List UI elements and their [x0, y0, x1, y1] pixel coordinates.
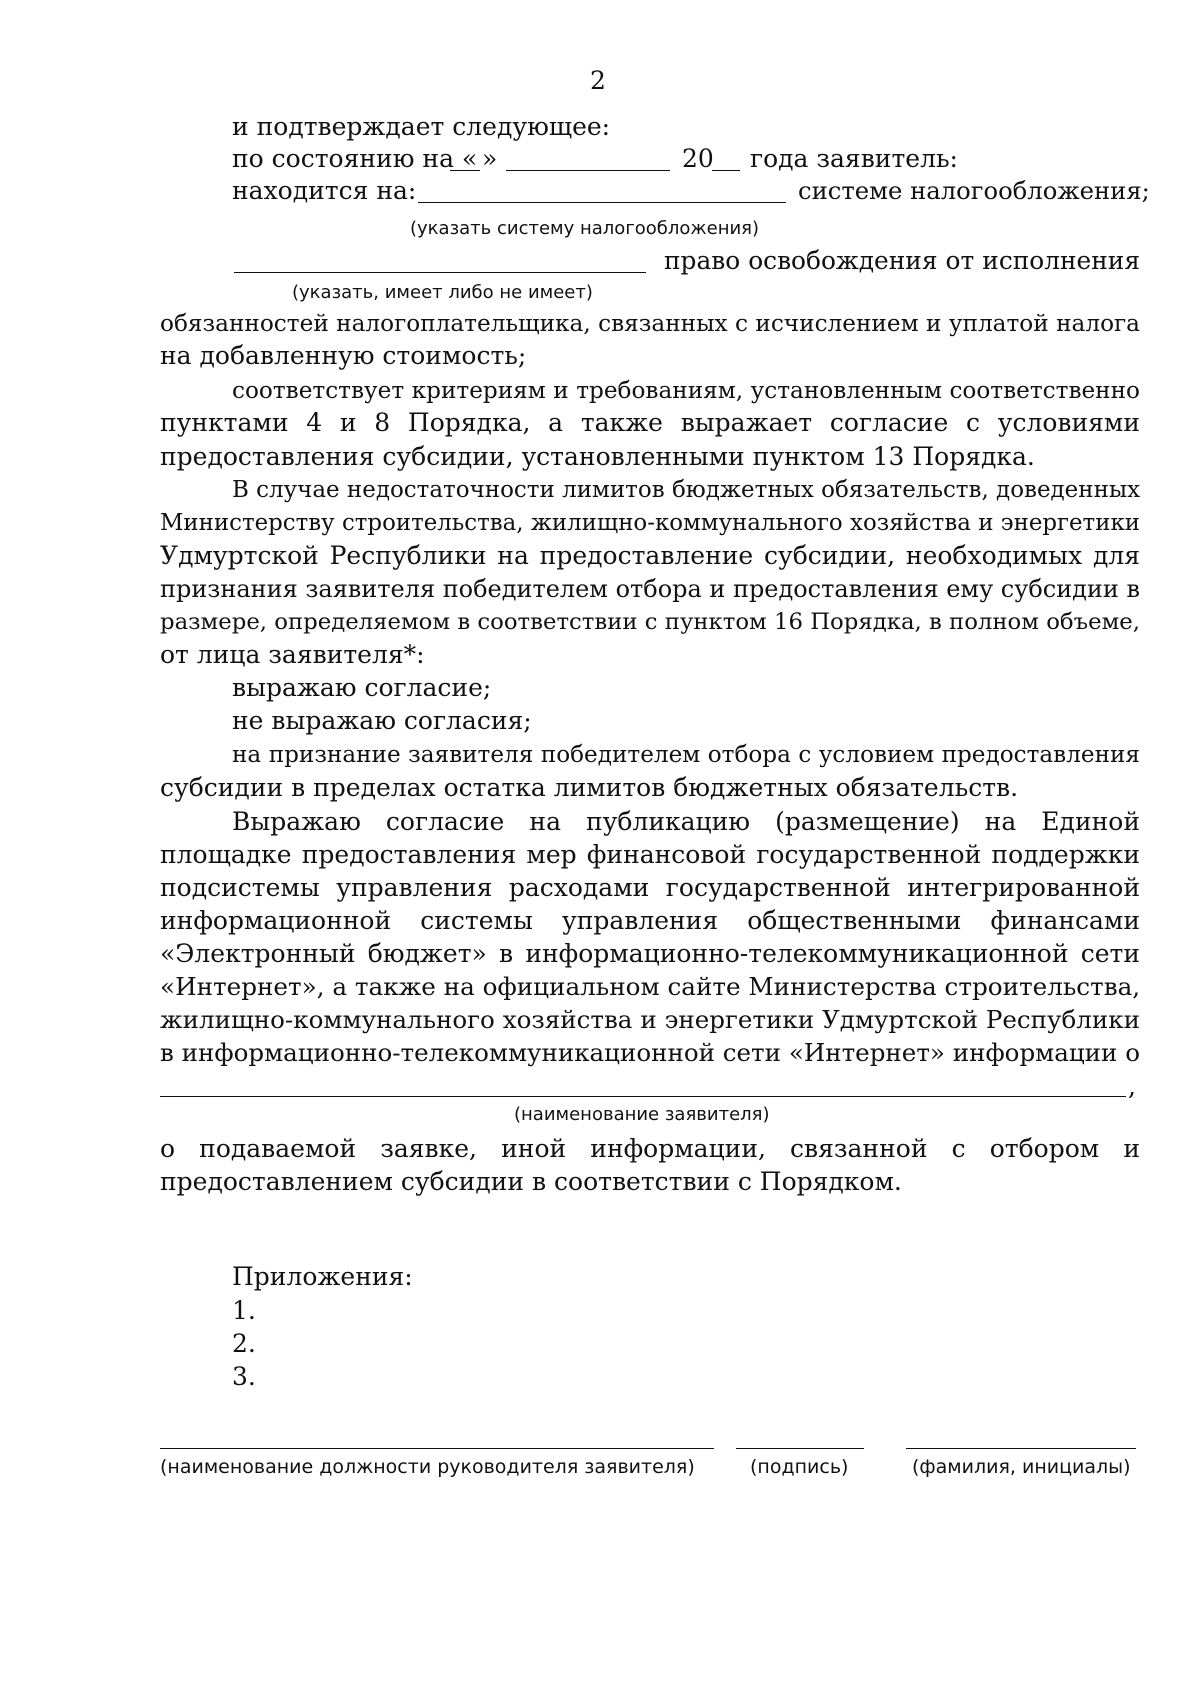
- caption-tax-system: (указать систему налогообложения): [410, 218, 760, 239]
- text-line: подсистемы управления расходами государственной интегрированной: [160, 873, 1140, 902]
- caption-has-or-not: (указать, имеет либо не имеет): [292, 282, 593, 303]
- text-line: право освобождения от исполнения: [664, 246, 1140, 275]
- text-line: пунктами 4 и 8 Порядка, а также выражает согласие с условиями: [160, 408, 1140, 437]
- blank-exemption: [234, 272, 646, 273]
- blank-signature: [736, 1448, 864, 1449]
- text-line: «Интернет», а также на официальном сайте Министерства строительства,: [160, 972, 1141, 1001]
- text-comma: ,: [1128, 1072, 1136, 1101]
- blank-month: [506, 170, 670, 171]
- text-line: о подаваемой заявке, иной информации, связанной с отбором и: [160, 1134, 1140, 1163]
- text-line: В случае недостаточности лимитов бюджетных обязательств, доведенных: [232, 477, 1141, 503]
- text-line: в информационно-телекоммуникационной сети «Интернет» информации о: [160, 1038, 1140, 1067]
- attachment-item: 1.: [232, 1296, 256, 1325]
- text-line: Выражаю согласие на публикацию (размещение) на Единой: [232, 807, 1140, 836]
- text-line: по состоянию на «: [232, 144, 478, 173]
- blank-day: [450, 170, 480, 171]
- text-line: субсидии в пределах остатка лимитов бюджетных обязательств.: [160, 773, 1019, 802]
- attachment-item: 2.: [232, 1329, 256, 1358]
- blank-position: [160, 1448, 714, 1449]
- attachments-title: Приложения:: [232, 1262, 413, 1291]
- text-line: 20: [682, 144, 714, 173]
- text-line: на добавленную стоимость;: [160, 341, 527, 370]
- text-line: размере, определяемом в соответствии с пунктом 16 Порядка, в полном объеме,: [160, 609, 1140, 635]
- text-line: »: [482, 144, 498, 173]
- text-line: признания заявителя победителем отбора и предоставления ему субсидии в: [160, 575, 1140, 603]
- blank-full-name: [906, 1448, 1136, 1449]
- text-line: года заявитель:: [750, 144, 958, 173]
- text-line: площадке предоставления мер финансовой государственной поддержки: [160, 840, 1140, 869]
- text-line: от лица заявителя*:: [160, 640, 425, 669]
- option-disagree: не выражаю согласия;: [232, 706, 532, 735]
- caption-signature: (подпись): [750, 1456, 849, 1478]
- text-line: обязанностей налогоплательщика, связанных с исчислением и уплатой налога: [160, 310, 1140, 337]
- text-line: на признание заявителя победителем отбора с условием предоставления: [232, 742, 1140, 768]
- text-line: «Электронный бюджет» в информационно-телекоммуникационной сети: [160, 939, 1140, 968]
- text-line: системе налогообложения;: [798, 176, 1150, 205]
- option-agree: выражаю согласие;: [232, 673, 492, 702]
- attachment-item: 3.: [232, 1362, 256, 1391]
- caption-full-name: (фамилия, инициалы): [912, 1456, 1131, 1478]
- text-line: и подтверждает следующее:: [232, 112, 611, 141]
- blank-tax-system: [418, 202, 786, 203]
- text-line: находится на:: [232, 176, 417, 205]
- text-line: Министерству строительства, жилищно-коммунального хозяйства и энергетики: [160, 510, 1140, 536]
- text-line: информационной системы управления общественными финансами: [160, 906, 1140, 935]
- text-line: жилищно-коммунального хозяйства и энергетики Удмуртской Республики: [160, 1005, 1140, 1034]
- page-number: 2: [590, 66, 606, 95]
- blank-year: [712, 170, 740, 171]
- caption-position: (наименование должности руководителя заявителя): [160, 1456, 695, 1478]
- text-line: предоставления субсидии, установленными пунктом 13 Порядка.: [160, 442, 1035, 471]
- blank-applicant-name: [160, 1096, 1126, 1097]
- text-line: предоставлением субсидии в соответствии с Порядком.: [160, 1167, 902, 1196]
- text-line: соответствует критериям и требованиям, установленным соответственно: [232, 378, 1140, 404]
- text-line: Удмуртской Республики на предоставление субсидии, необходимых для: [160, 541, 1140, 570]
- caption-applicant-name: (наименование заявителя): [514, 1104, 770, 1125]
